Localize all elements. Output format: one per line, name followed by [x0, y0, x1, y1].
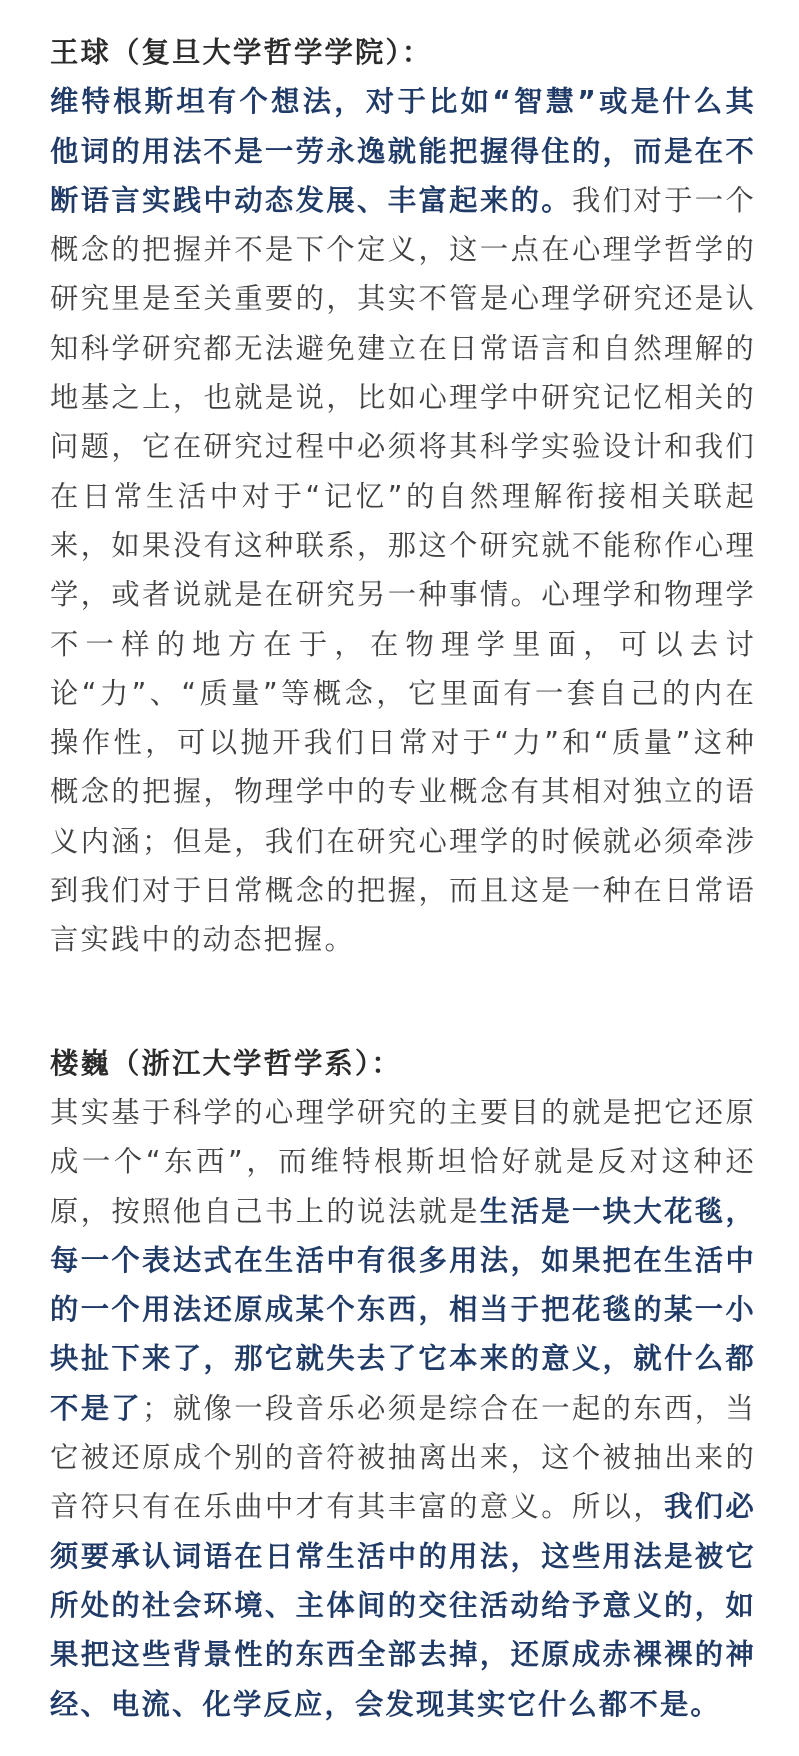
article-body	[50, 28, 756, 1729]
body-text: ；就像一段音乐必须是综合在一起的东西，当它被还原成个别的音符被抽离出来，这个被抽出来的音符只有在乐曲中才有其丰富的意义。所以，	[50, 1391, 756, 1524]
body-text: 我们对于一个概念的把握并不是下个定义，这一点在心理学哲学的研究里是至关重要的，其实不管是心理学研究还是认知科学研究都无法避免建立在日常语言和自然理解的地基之上，也就是说，比如心理学中研究记忆相关的问题，它在研究过程中必须将其科学实验设计和我们在日常生活中对于“记忆”的自然理解衔接相关联起来，如果没有这种联系，那这个研究就不能称作心理学，或者说就是在研究另一种事情。心理学和物理学不一样的地方在于，在物理学里面，可以去讨论“力”、“质量”等概念，它里面有一套自己的内在操作性，可以抛开我们日常对于“力”和“质量”这种概念的把握，物理学中的专业概念有其相对独立的语义内涵；但是，我们在研究心理学的时候就必须牵涉到我们对于日常概念的把握，而且这是一种在日常语言实践中的动态把握。	[50, 183, 757, 957]
speaker-name-wang-qiu: 王球（复旦大学哲学学院）：	[50, 36, 433, 69]
highlighted-quote: 生活是一块大花毯，每一个表达式在生活中有很多用法，如果把在生活中的一个用法还原成某个东西，相当于把花毯的某一小块扯下来了，那它就失去了它本来的意义，就什么都不是了	[50, 1194, 756, 1425]
section-divider-space	[50, 965, 756, 1039]
speaker-name-lou-wei: 楼巍（浙江大学哲学系）：	[50, 1046, 402, 1080]
highlighted-quote: 我们必须要承认词语在日常生活中的用法，这些用法是被它所处的社会环境、主体间的交往活动给予意义的，如果把这些背景性的东西全部去掉，还原成赤裸裸的神经、电流、化学反应，会发现其实它什么都不是。	[50, 1490, 756, 1721]
paragraph-lou-wei	[50, 1088, 756, 1729]
highlighted-quote: 维特根斯坦有个想法，对于比如“智慧”或是什么其他词的用法不是一劳永逸就能把握得住的，而是在不断语言实践中动态发展、丰富起来的。	[50, 85, 756, 217]
body-text: 其实基于科学的心理学研究的主要目的就是把它还原成一个“东西”，而维特根斯坦恰好就是反对这种还原，按照他自己书上的说法就是	[50, 1095, 756, 1228]
paragraph-wang-qiu	[50, 77, 756, 964]
